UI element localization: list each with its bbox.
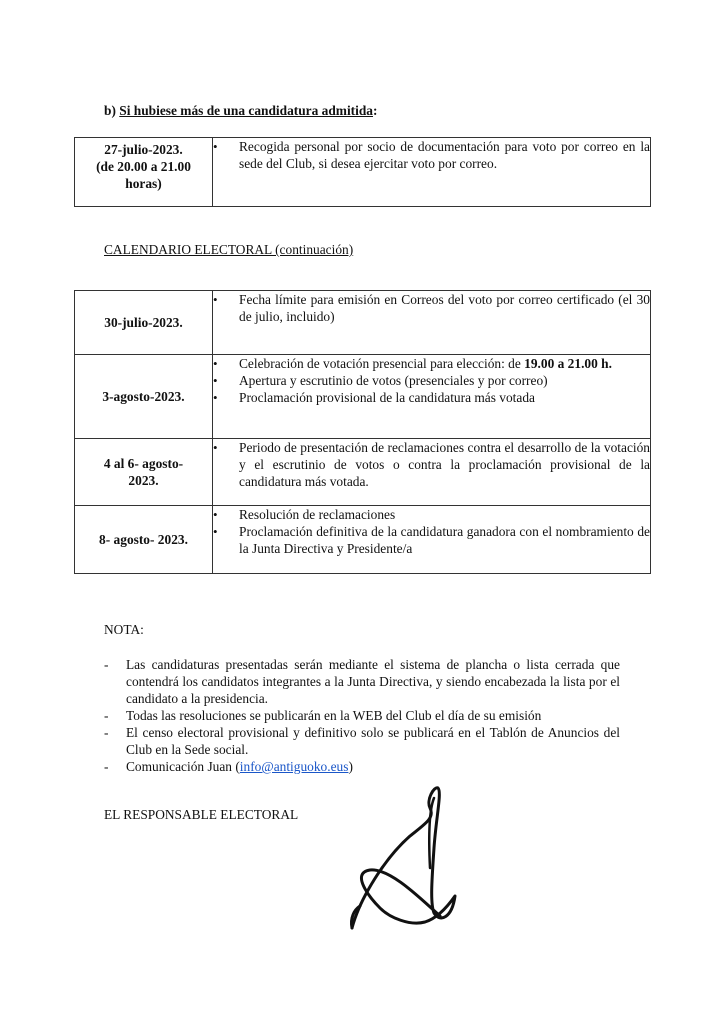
- list-item: • Recogida personal por socio de documentación para voto por correo en la sede del Club, si desea ejercitar voto por correo.: [213, 138, 650, 172]
- items-cell: [213, 291, 651, 355]
- dash-bullet: -: [104, 708, 109, 723]
- section-b-prefix: b): [104, 103, 120, 118]
- table-row: [75, 355, 651, 439]
- dash-bullet: -: [104, 725, 109, 740]
- list-item: • Proclamación provisional de la candidatura más votada: [213, 389, 650, 406]
- list-item: • Periodo de presentación de reclamaciones contra el desarrollo de la votación y el escrutinio de votos o contra la proclamación provisional de la candidatura más votada.: [213, 439, 650, 490]
- date-cell: 8- agosto- 2023.: [75, 506, 213, 574]
- date-cell: 3-agosto-2023.: [75, 355, 213, 439]
- section-b-table: [74, 137, 651, 207]
- list-item: [104, 656, 620, 707]
- section-b-heading: [104, 102, 377, 119]
- date-line: 2023.: [128, 473, 159, 488]
- date-line: 4 al 6- agosto-: [103, 456, 184, 471]
- table-row: [75, 291, 651, 355]
- list-item: [104, 724, 620, 758]
- signature-image: [330, 778, 470, 938]
- date-cell: 30-julio-2023.: [75, 291, 213, 355]
- date-cell: [75, 138, 213, 207]
- nota-title: NOTA:: [104, 622, 144, 637]
- items-cell: [213, 439, 651, 506]
- list-item: • Proclamación definitiva de la candidatura ganadora con el nombramiento de la Junta Directiva y Presidente/a: [213, 523, 650, 557]
- calendar-table: [74, 290, 651, 574]
- nota-text: Comunicación Juan (: [126, 759, 240, 774]
- item-text: Celebración de votación presencial para elección: de: [239, 356, 525, 371]
- table-row: [75, 506, 651, 574]
- table-row: [75, 138, 651, 207]
- nota-text: El censo electoral provisional y definitivo solo se publicará en el Tablón de Anuncios del Club en la Sede social.: [126, 725, 620, 757]
- list-item: [104, 707, 620, 724]
- list-item: • Resolución de reclamaciones: [213, 506, 650, 523]
- nota-list: [104, 656, 620, 775]
- date-line: (de 20.00 a 21.00: [96, 159, 191, 174]
- nota-text: ): [348, 759, 353, 774]
- date-line: 27-julio-2023.: [104, 142, 183, 157]
- email-link[interactable]: info@antiguoko.eus: [239, 759, 349, 774]
- dash-bullet: -: [104, 657, 109, 672]
- items-cell: [213, 355, 651, 439]
- items-cell: [213, 506, 651, 574]
- nota-text: Las candidaturas presentadas serán mediante el sistema de plancha o lista cerrada que contendrá los candidatos integrantes a la Junta Directiva, y siendo encabezada la lista por el candidato a la presidencia.: [126, 657, 620, 706]
- table-row: [75, 439, 651, 506]
- list-item: [213, 355, 650, 372]
- items-cell: [213, 138, 651, 207]
- list-item: • Apertura y escrutinio de votos (presenciales y por correo): [213, 372, 650, 389]
- section-b-suffix: :: [373, 103, 378, 118]
- list-item: [104, 758, 620, 775]
- calendar-title: CALENDARIO ELECTORAL (continuación): [104, 242, 354, 257]
- responsable-label: EL RESPONSABLE ELECTORAL: [104, 807, 299, 822]
- item-bold-text: 19.00 a 21.00 h.: [524, 356, 612, 371]
- nota-text: Todas las resoluciones se publicarán en la WEB del Club el día de su emisión: [126, 708, 542, 723]
- date-cell: [75, 439, 213, 506]
- list-item: • Fecha límite para emisión en Correos del voto por correo certificado (el 30 de julio, incluido): [213, 291, 650, 325]
- date-line: horas): [125, 176, 162, 191]
- section-b-title: Si hubiese más de una candidatura admitida: [119, 103, 374, 118]
- dash-bullet: -: [104, 759, 109, 774]
